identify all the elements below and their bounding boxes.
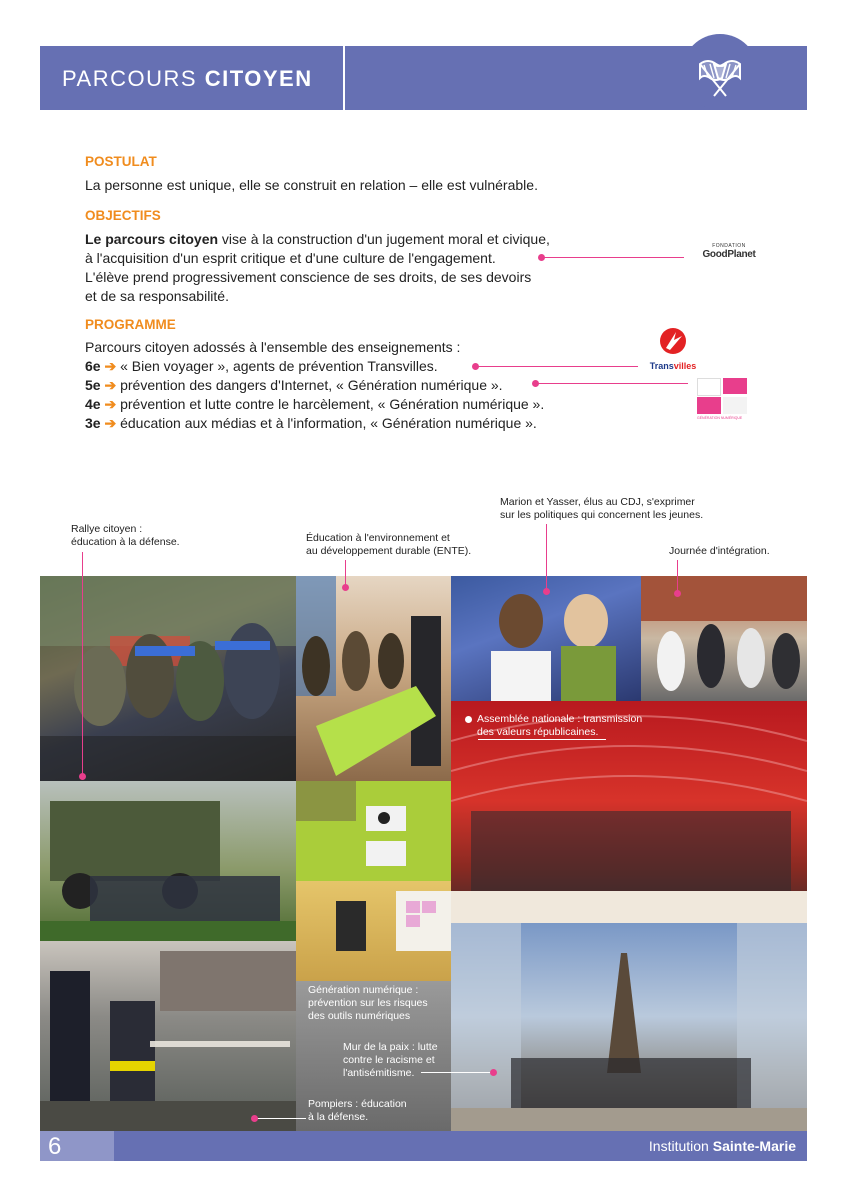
header-divider <box>343 46 345 110</box>
caption-pompiers: Pompiers : éducation à la défense. <box>308 1098 407 1123</box>
photo-green-table <box>296 781 451 881</box>
photo-rallye <box>40 576 296 781</box>
pointer-line-transvilles <box>478 366 638 367</box>
pointer-line-goodplanet <box>544 257 684 258</box>
footer-page-number: 6 <box>40 1131 114 1161</box>
pointer-dot-cdj <box>543 588 550 595</box>
programme-item: 6e ➔ « Bien voyager », agents de prévention Transvilles. <box>85 358 438 374</box>
programme-title: PROGRAMME <box>85 317 176 332</box>
pointer-line-ente <box>345 560 346 586</box>
pointer-line-cdj <box>546 524 547 590</box>
transvilles-mark-icon <box>640 326 706 356</box>
photo-integration <box>641 576 807 701</box>
pointer-dot-ente <box>342 584 349 591</box>
caption-assemblee: Assemblée nationale : transmission des valeurs républicaines. <box>477 713 643 738</box>
caption-rallye: Rallye citoyen : éducation à la défense. <box>71 523 180 548</box>
pointer-line-pompiers <box>256 1118 306 1119</box>
pointer-line-integration <box>677 560 678 592</box>
pointer-dot-mur-paix <box>490 1069 497 1076</box>
photo-military <box>40 781 296 941</box>
pointer-dot-rallye <box>79 773 86 780</box>
postulat-title: POSTULAT <box>85 154 157 169</box>
pointer-line-assemblee <box>478 739 606 740</box>
photo-classroom <box>296 881 451 981</box>
caption-cdj: Marion et Yasser, élus au CDJ, s'exprimer sur les politiques qui concernent les jeunes. <box>500 496 704 521</box>
transvilles-logo: Transvilles <box>640 326 706 370</box>
programme-item: 5e ➔ prévention des dangers d'Internet, « Génération numérique ». <box>85 377 503 393</box>
caption-ente: Éducation à l'environnement et au développement durable (ENTE). <box>306 532 472 557</box>
footer-school-name: Institution Sainte-Marie <box>648 1138 796 1154</box>
caption-mur-paix: Mur de la paix : lutte contre le racisme et l'antisémitisme. <box>343 1041 438 1079</box>
postulat-text: La personne est unique, elle se construit en relation – elle est vulnérable. <box>85 177 538 193</box>
photo-ente <box>296 576 451 781</box>
photo-mur-paix <box>451 923 807 1131</box>
pointer-dot-assemblee <box>465 716 472 723</box>
rss-icon <box>723 397 747 414</box>
flag-badge <box>682 34 758 110</box>
pointer-dot-pompiers <box>251 1115 258 1122</box>
generation-numerique-logo: GÉNÉRATION NUMÉRIQUE <box>697 378 749 422</box>
caption-gen-num: Génération numérique : prévention sur les risques des outils numériques <box>308 984 428 1022</box>
pointer-dot-integration <box>674 590 681 597</box>
goodplanet-logo: FONDATION GoodPlanet <box>702 243 756 260</box>
caption-integration: Journée d'intégration. <box>669 545 770 557</box>
pointer-line-gennum <box>538 383 688 384</box>
pointer-line-rallye <box>82 552 83 774</box>
crossed-flags-icon <box>682 34 758 110</box>
pointer-line-mur-paix <box>421 1072 491 1073</box>
objectifs-title: OBJECTIFS <box>85 208 161 223</box>
photo-pompiers <box>40 941 296 1131</box>
programme-intro: Parcours citoyen adossés à l'ensemble des enseignements : <box>85 339 461 355</box>
photo-rallye-art <box>40 576 296 781</box>
objectifs-text: Le parcours citoyen vise à la construction d'un jugement moral et civique, à l'acquisition d'un esprit critique et d'une culture de l'engagement. L'élève prend progressivement conscience de ses droits, de ses devoirs et de sa responsabilité. <box>85 231 550 304</box>
loading-icon <box>697 378 721 396</box>
programme-item: 4e ➔ prévention et lutte contre le harcèlement, « Génération numérique ». <box>85 396 545 412</box>
page-title: PARCOURS CITOYEN <box>62 66 313 91</box>
programme-item: 3e ➔ éducation aux médias et à l'information, « Génération numérique ». <box>85 415 537 431</box>
